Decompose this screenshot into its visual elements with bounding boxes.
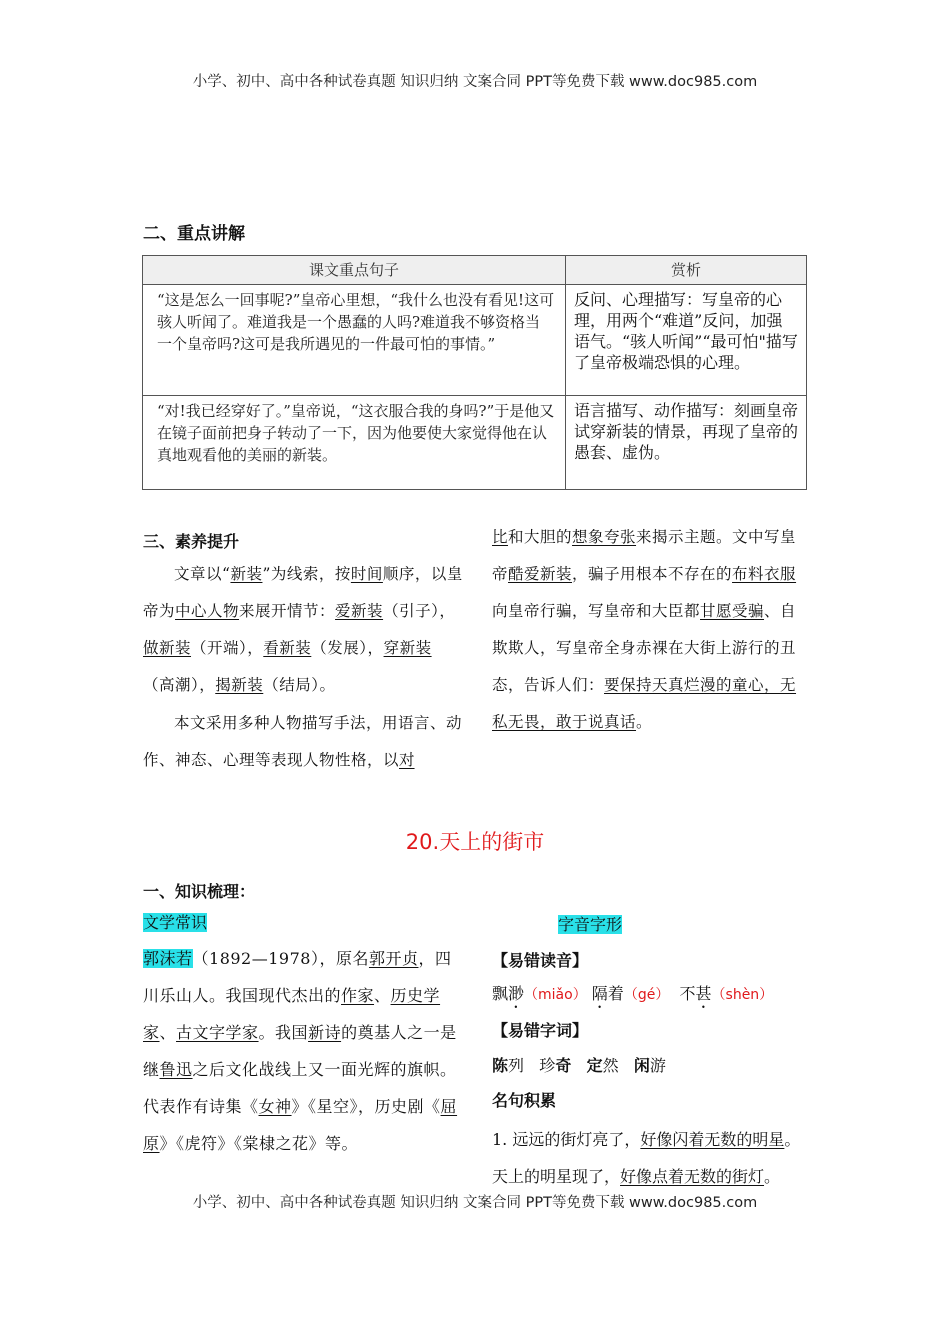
section-title-key-points: 二、重点讲解 [143, 224, 245, 244]
table-header-sentence: 课文重点句子 [143, 256, 566, 285]
page-header: 小学、初中、高中各种试卷真题 知识归纳 文案合同 PPT等免费下载 www.doc985.com [192, 74, 758, 90]
table-header-analysis: 赏析 [566, 256, 807, 285]
literacy-paragraph-1: 文章以“新装”为线索，按时间顺序，以皇帝为中心人物来展开情节：爱新装（引子），做新装（开端），看新装（发展），穿新装（高潮），揭新装（结局）。 [143, 565, 463, 694]
literacy-paragraph-2a: 本文采用多种人物描写手法，用语言、动作、神态、心理等表现人物性格，以对 [143, 714, 463, 769]
table-cell-sentence: “这是怎么一回事呢?”皇帝心里想，“我什么也没有看见!这可骇人听闻了。难道我是一个愚蠢的人吗?难道我不够资格当一个皇帝吗?这可是我所遇见的一件最可怕的事情。” [143, 285, 566, 396]
section-title-literacy: 三、素养提升 [143, 532, 240, 551]
table-cell-sentence: “对!我已经穿好了。”皇帝说，“这衣服合我的身吗?”于是他又在镜子面前把身子转动了一下，因为他要使大家觉得他在认真地观看他的美丽的新装。 [143, 396, 566, 490]
famous-quotes: 1. 远远的街灯亮了，好像闪着无数的明星。 天上的明星现了，好像点着无数的街灯。 [492, 1130, 801, 1186]
lesson-title: 20.天上的街市 [405, 830, 545, 854]
error-prone-words-title: 【易错字词】 [492, 1021, 589, 1040]
table-cell-analysis: 反问、心理描写：写皇帝的心理，用两个“难道”反问，加强语气。“骇人听闻”“最可怕"描写了皇帝极端恐惧的心理。 [566, 285, 807, 396]
table-cell-analysis: 语言描写、动作描写：刻画皇帝试穿新装的情景，再现了皇帝的愚套、虚伪。 [566, 396, 807, 490]
author-paragraph: 郭沫若（1892—1978），原名郭开贞，四川乐山人。我国现代杰出的作家、历史学家、古文字学家。我国新诗的奠基人之一是继鲁迅之后文化战线上又一面光辉的旗帜。代表作有诗集《女神》《星空》，历史剧《屈原》《虎符》《棠棣之花》等。 [143, 949, 458, 1153]
pronunciation-heading: 字音字形 [558, 915, 623, 934]
table-row [143, 285, 807, 396]
error-prone-words-list: 陈列 珍奇 定然 闲游 [492, 1056, 666, 1075]
table-row [143, 396, 807, 490]
famous-quotes-title: 名句积累 [492, 1091, 557, 1110]
error-prone-reading-list: 飘渺（miǎo） 隔着（gé） 不甚（shèn） [492, 984, 774, 1003]
section-title-knowledge: 一、知识梳理： [143, 882, 256, 901]
error-prone-reading-title: 【易错读音】 [492, 951, 589, 970]
lit-knowledge-heading: 文学常识 [143, 913, 208, 932]
key-sentence-table [142, 255, 807, 490]
literacy-paragraph-2b: 比和大胆的想象夸张来揭示主题。文中写皇帝酷爱新装，骗子用根本不存在的布料衣服向皇帝行骗，写皇帝和大臣都甘愿受骗、自欺欺人，写皇帝全身赤裸在大街上游行的丑态，告诉人们：要保持天真烂漫的童心，无私无畏，敢于说真话。 [492, 528, 797, 731]
page-footer: 小学、初中、高中各种试卷真题 知识归纳 文案合同 PPT等免费下载 www.doc985.com [192, 1195, 758, 1211]
